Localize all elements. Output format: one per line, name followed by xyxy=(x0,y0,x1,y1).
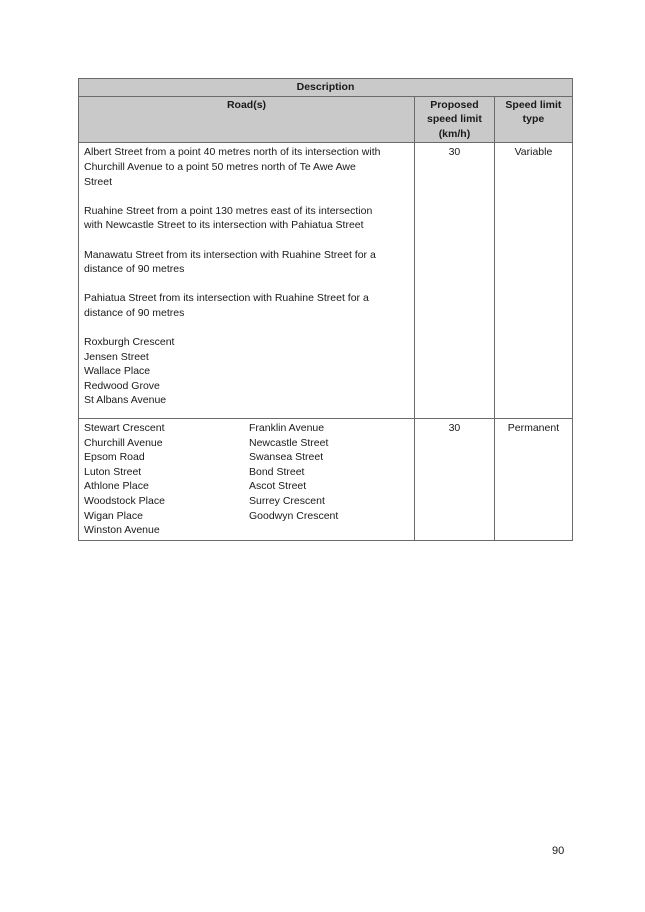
description-header: Description xyxy=(79,79,573,97)
street-name: Ascot Street xyxy=(249,480,307,493)
street-name: Churchill Avenue xyxy=(84,436,163,449)
road-description xyxy=(84,291,409,320)
text-line: Pahiatua Street from its intersection with Ruahine Street for a xyxy=(84,292,369,305)
street-name: Newcastle Street xyxy=(249,436,329,449)
street-name: Epsom Road xyxy=(84,451,145,464)
street-name: Woodstock Place xyxy=(84,495,165,508)
speed-limit-header-line: Proposed xyxy=(430,98,479,111)
speed-limit-header-line: speed limit xyxy=(427,113,482,126)
limit-type-header-line: type xyxy=(522,113,545,126)
text-line: distance of 90 metres xyxy=(84,306,185,319)
street-name: Luton Street xyxy=(84,465,142,478)
street-name: St Albans Avenue xyxy=(84,394,167,407)
street-name: Stewart Crescent xyxy=(84,422,165,435)
text-line: Albert Street from a point 40 metres north of its intersection with xyxy=(84,146,381,159)
limit-type-header-line: Speed limit xyxy=(505,98,562,111)
limit-type-header xyxy=(494,96,572,143)
street-column xyxy=(84,421,249,538)
street-name: Athlone Place xyxy=(84,480,149,493)
street-name: Swansea Street xyxy=(249,451,324,464)
speed-limit-header xyxy=(415,96,495,143)
speed-limit-value: 30 xyxy=(415,143,495,419)
street-name: Winston Avenue xyxy=(84,524,160,537)
speed-limit-value: 30 xyxy=(415,419,495,541)
table-row xyxy=(79,419,573,541)
road-description xyxy=(84,248,409,277)
roads-cell xyxy=(79,419,415,541)
limit-type-value: Permanent xyxy=(494,419,572,541)
text-line: with Newcastle Street to its intersection with Pahiatua Street xyxy=(84,219,364,232)
street-columns xyxy=(84,421,409,538)
street-list xyxy=(84,335,409,408)
street-name: Wigan Place xyxy=(84,509,143,522)
street-name: Roxburgh Crescent xyxy=(84,336,175,349)
street-name: Redwood Grove xyxy=(84,379,160,392)
roads-cell xyxy=(79,143,415,419)
text-line: distance of 90 metres xyxy=(84,263,185,276)
speed-limit-header-line: (km/h) xyxy=(438,127,471,140)
street-name: Surrey Crescent xyxy=(249,495,325,508)
text-line: Street xyxy=(84,175,113,188)
text-line: Ruahine Street from a point 130 metres east of its intersection xyxy=(84,204,373,217)
text-line: Manawatu Street from its intersection with Ruahine Street for a xyxy=(84,248,376,261)
page-number: 90 xyxy=(552,845,565,857)
road-description xyxy=(84,145,409,189)
street-column xyxy=(249,421,409,538)
street-name: Jensen Street xyxy=(84,350,149,363)
street-name: Goodwyn Crescent xyxy=(249,509,339,522)
text-line: Churchill Avenue to a point 50 metres north of Te Awe Awe xyxy=(84,160,356,173)
table-row xyxy=(79,143,573,419)
speed-limit-table xyxy=(78,78,573,541)
street-name: Wallace Place xyxy=(84,365,151,378)
street-name: Bond Street xyxy=(249,465,305,478)
road-description xyxy=(84,204,409,233)
limit-type-value: Variable xyxy=(494,143,572,419)
street-name: Franklin Avenue xyxy=(249,422,325,435)
roads-header: Road(s) xyxy=(79,96,415,143)
